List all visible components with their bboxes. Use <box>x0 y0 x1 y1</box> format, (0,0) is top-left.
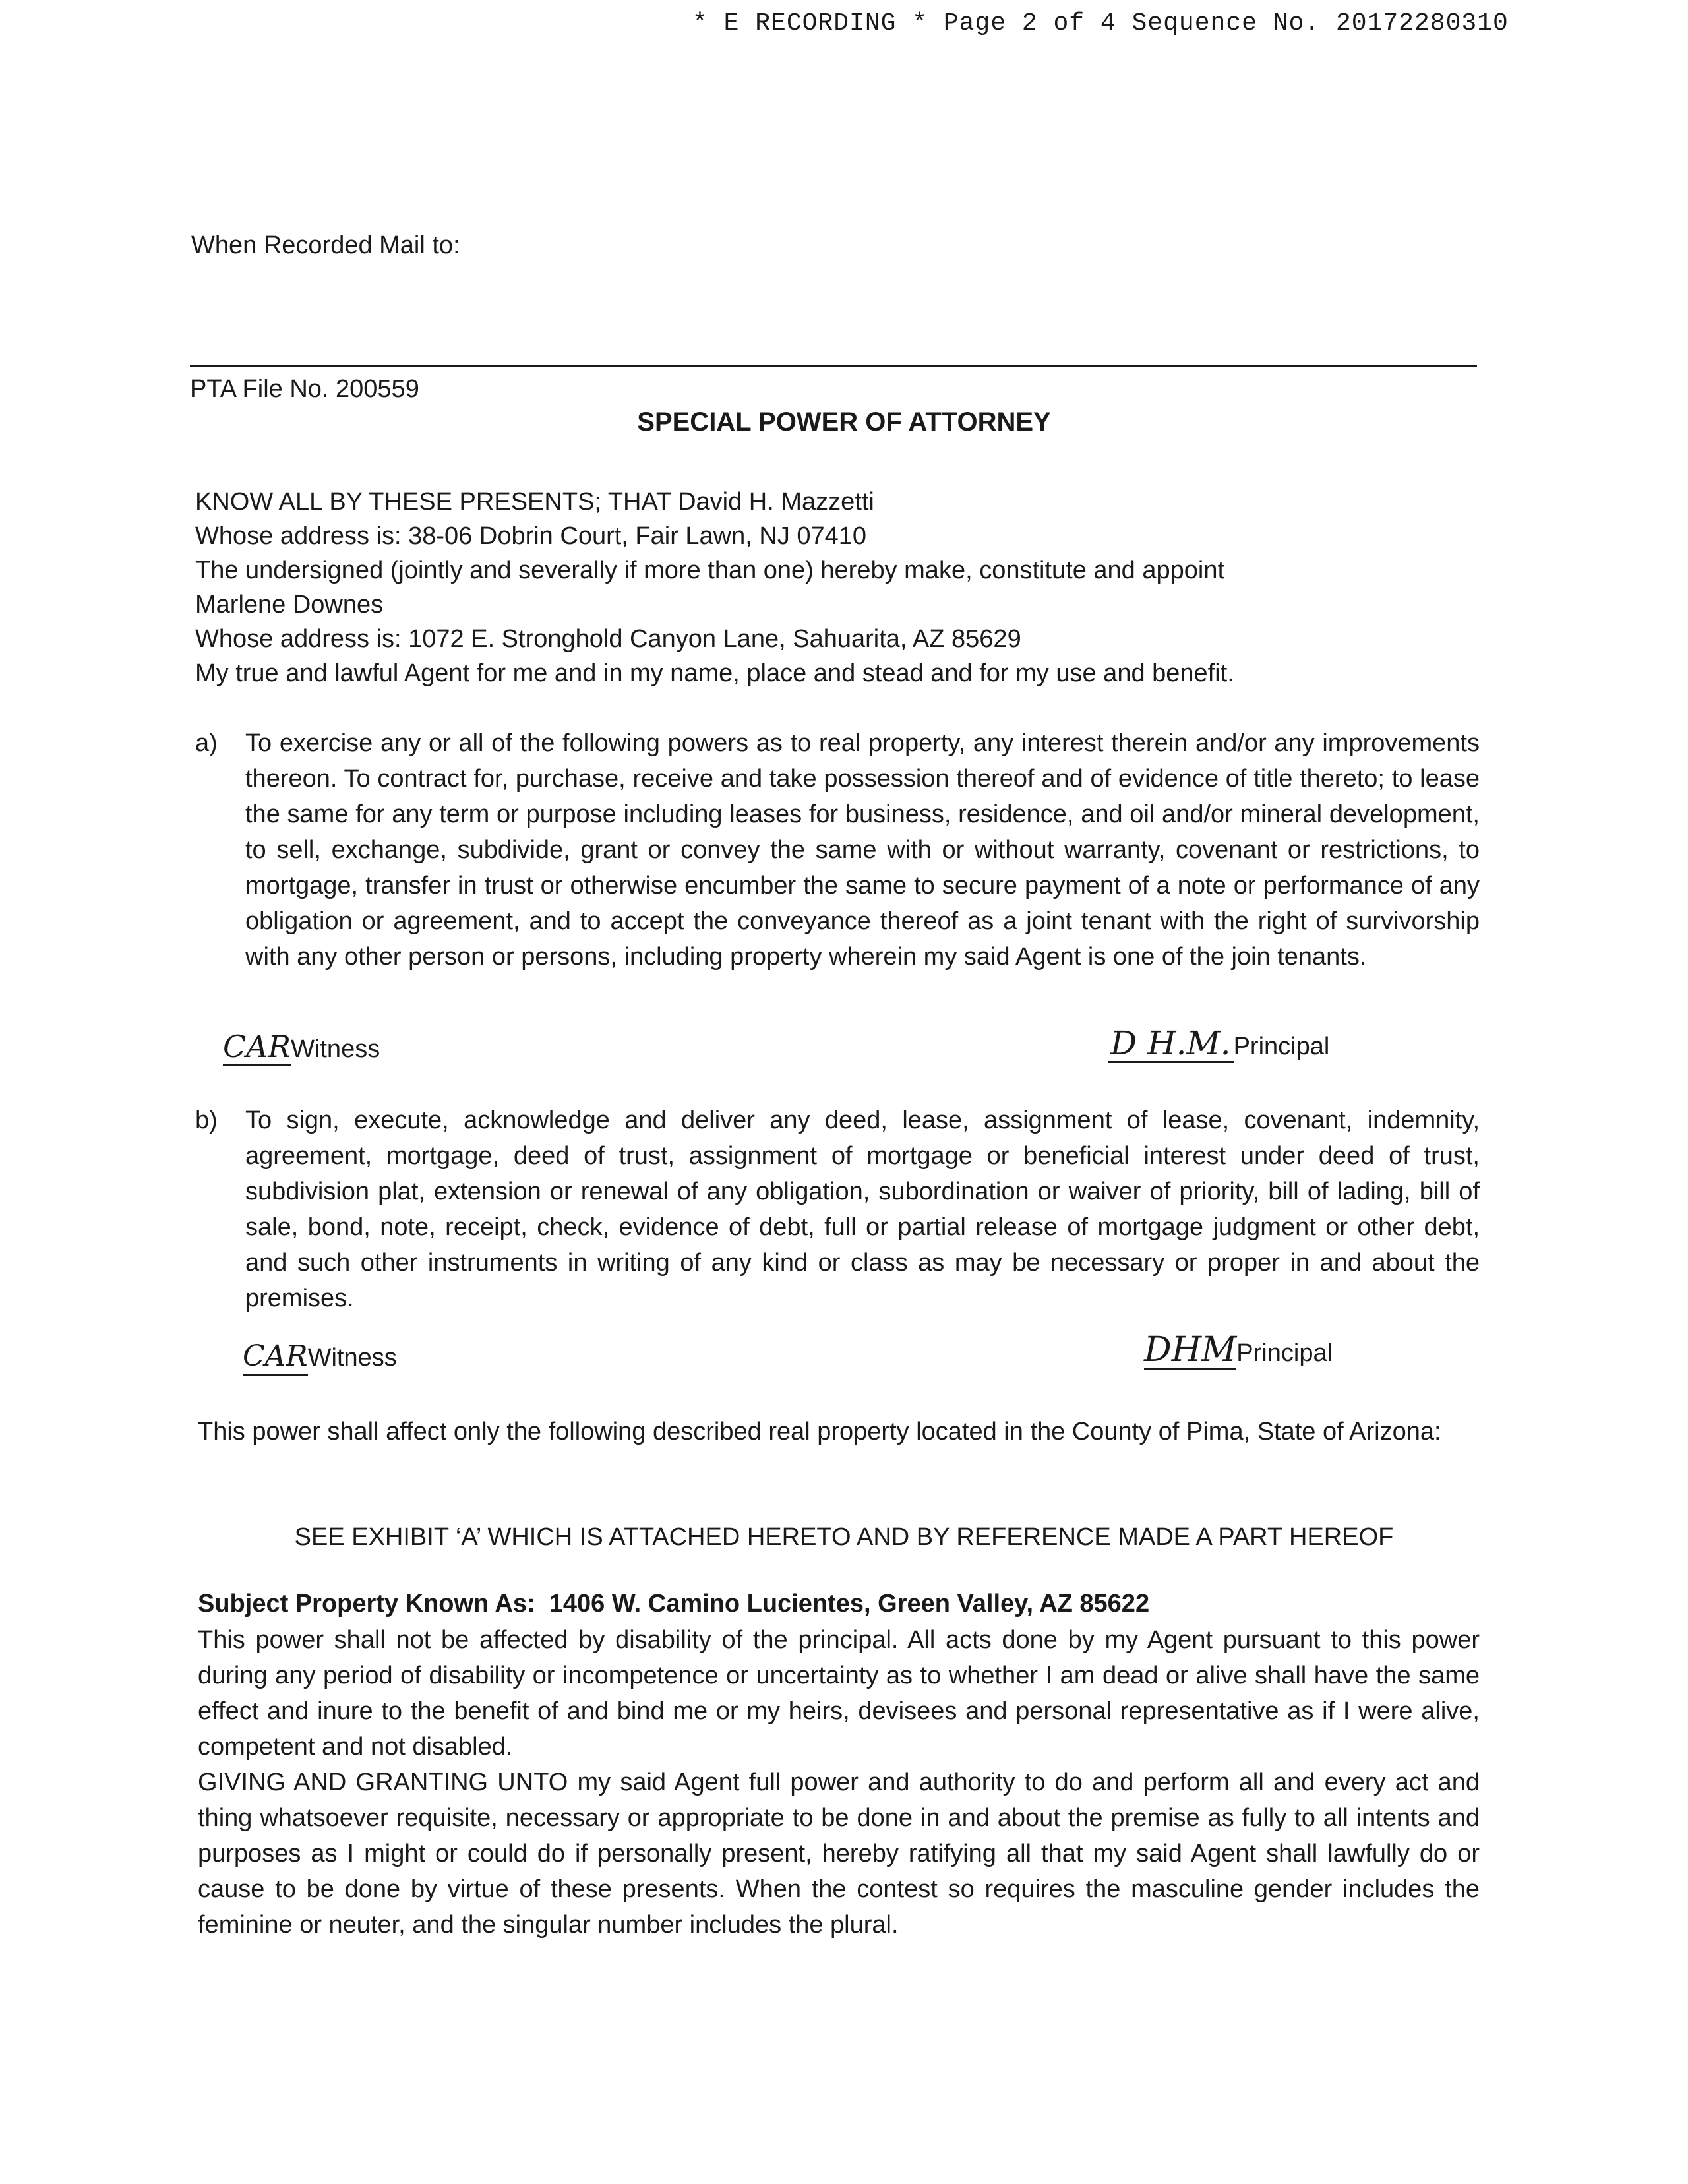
paragraph-a <box>195 725 1480 975</box>
principal-label-a: Principal <box>1233 1033 1330 1060</box>
paragraph-a-text: To exercise any or all of the following powers as to real property, any interest therein and/or any improvements thereon. To contract for, purchase, receive and take possession thereof and of evidence of title thereto; to lease the same for any term or purpose including leases for business, residence, and oil and/or mineral development, to sell, exchange, subdivide, grant or convey the same with or without warranty, covenant or restrictions, to mortgage, transfer in trust or otherwise encumber the same to secure payment of a note or performance of any obligation or agreement, and to accept the conveyance thereof as a joint tenant with the right of survivorship with any other person or persons, including property wherein my said Agent is one of the join tenants. <box>245 729 1480 971</box>
principal-initials-b: DHM <box>1144 1330 1237 1370</box>
witness-label-b: Witness <box>307 1344 397 1372</box>
recording-stamp: * E RECORDING * Page 2 of 4 Sequence No. 20172280310 <box>692 9 1509 38</box>
principal-label-b: Principal <box>1236 1339 1333 1367</box>
file-number: PTA File No. 200559 <box>190 375 419 403</box>
witness-signature-b <box>243 1339 397 1376</box>
intro-line-principal-address: Whose address is: 38-06 Dobrin Court, Fair Lawn, NJ 07410 <box>195 522 867 550</box>
intro-line-agent-purpose: My true and lawful Agent for me and in my name, place and stead and for my use and benefit. <box>195 659 1234 687</box>
intro-line-agent-name: Marlene Downes <box>195 591 384 619</box>
witness-initials-b: CAR <box>243 1339 308 1376</box>
witness-label-a: Witness <box>291 1035 380 1063</box>
mail-to-label: When Recorded Mail to: <box>191 231 460 259</box>
exhibit-reference: SEE EXHIBIT ‘A’ WHICH IS ATTACHED HERETO AND BY REFERENCE MADE A PART HEREOF <box>294 1523 1394 1551</box>
witness-initials-a: CAR <box>223 1029 291 1066</box>
principal-signature-b <box>1144 1332 1333 1371</box>
principal-signature-a <box>1108 1025 1329 1064</box>
intro-line-principal: KNOW ALL BY THESE PRESENTS; THAT David H. Mazzetti <box>195 488 874 516</box>
subject-property-address: 1406 W. Camino Lucientes, Green Valley, AZ 85622 <box>549 1590 1150 1618</box>
intro-line-appointment: The undersigned (jointly and severally if more than one) hereby make, constitute and appoint <box>195 557 1225 584</box>
paragraph-b-text: To sign, execute, acknowledge and deliver any deed, lease, assignment of lease, covenant, indemnity, agreement, mortgage, deed of trust, assignment of mortgage or beneficial interest under deed of trust, subdivision plat, extension or renewal of any obligation, subordination or waiver of priority, bill of lading, bill of sale, bond, note, receipt, check, evidence of debt, full or partial release of mortgage judgment or other debt, and such other instruments in writing of any kind or class as may be necessary or proper in and about the premises. <box>245 1107 1480 1312</box>
paragraph-b-label: b) <box>195 1107 218 1134</box>
final-clauses <box>198 1622 1480 1943</box>
subject-property <box>198 1586 1480 1622</box>
intro-block <box>195 485 1488 690</box>
granting-clause: GIVING AND GRANTING UNTO my said Agent full power and authority to do and perform all and every act and thing whatsoever requisite, necessary or appropriate to be done in and about the premise as fully to all intents and purposes as I might or could do if personally present, hereby ratifying all that my said Agent shall lawfully do or cause to be done by virtue of these presents. When the contest so requires the masculine gender includes the feminine or neuter, and the singular number includes the plural. <box>198 1769 1480 1939</box>
power-scope: This power shall affect only the following described real property located in the County of Pima, State of Arizona: <box>198 1418 1441 1445</box>
paragraph-a-label: a) <box>195 729 218 757</box>
witness-signature-a <box>223 1029 380 1067</box>
principal-initials-a: D H.M. <box>1108 1025 1234 1063</box>
disability-clause: This power shall not be affected by disability of the principal. All acts done by my Agent pursuant to this power during any period of disability or incompetence or uncertainty as to whether I am dead or alive shall have the same effect and inure to the benefit of and bind me or my heirs, devisees and personal representative as if I were alive, competent and not disabled. <box>198 1626 1480 1761</box>
paragraph-b <box>195 1103 1480 1316</box>
intro-line-agent-address: Whose address is: 1072 E. Stronghold Canyon Lane, Sahuarita, AZ 85629 <box>195 625 1021 653</box>
address-divider <box>190 365 1477 367</box>
document-title: SPECIAL POWER OF ATTORNEY <box>637 408 1051 437</box>
subject-property-label: Subject Property Known As: <box>198 1590 535 1618</box>
